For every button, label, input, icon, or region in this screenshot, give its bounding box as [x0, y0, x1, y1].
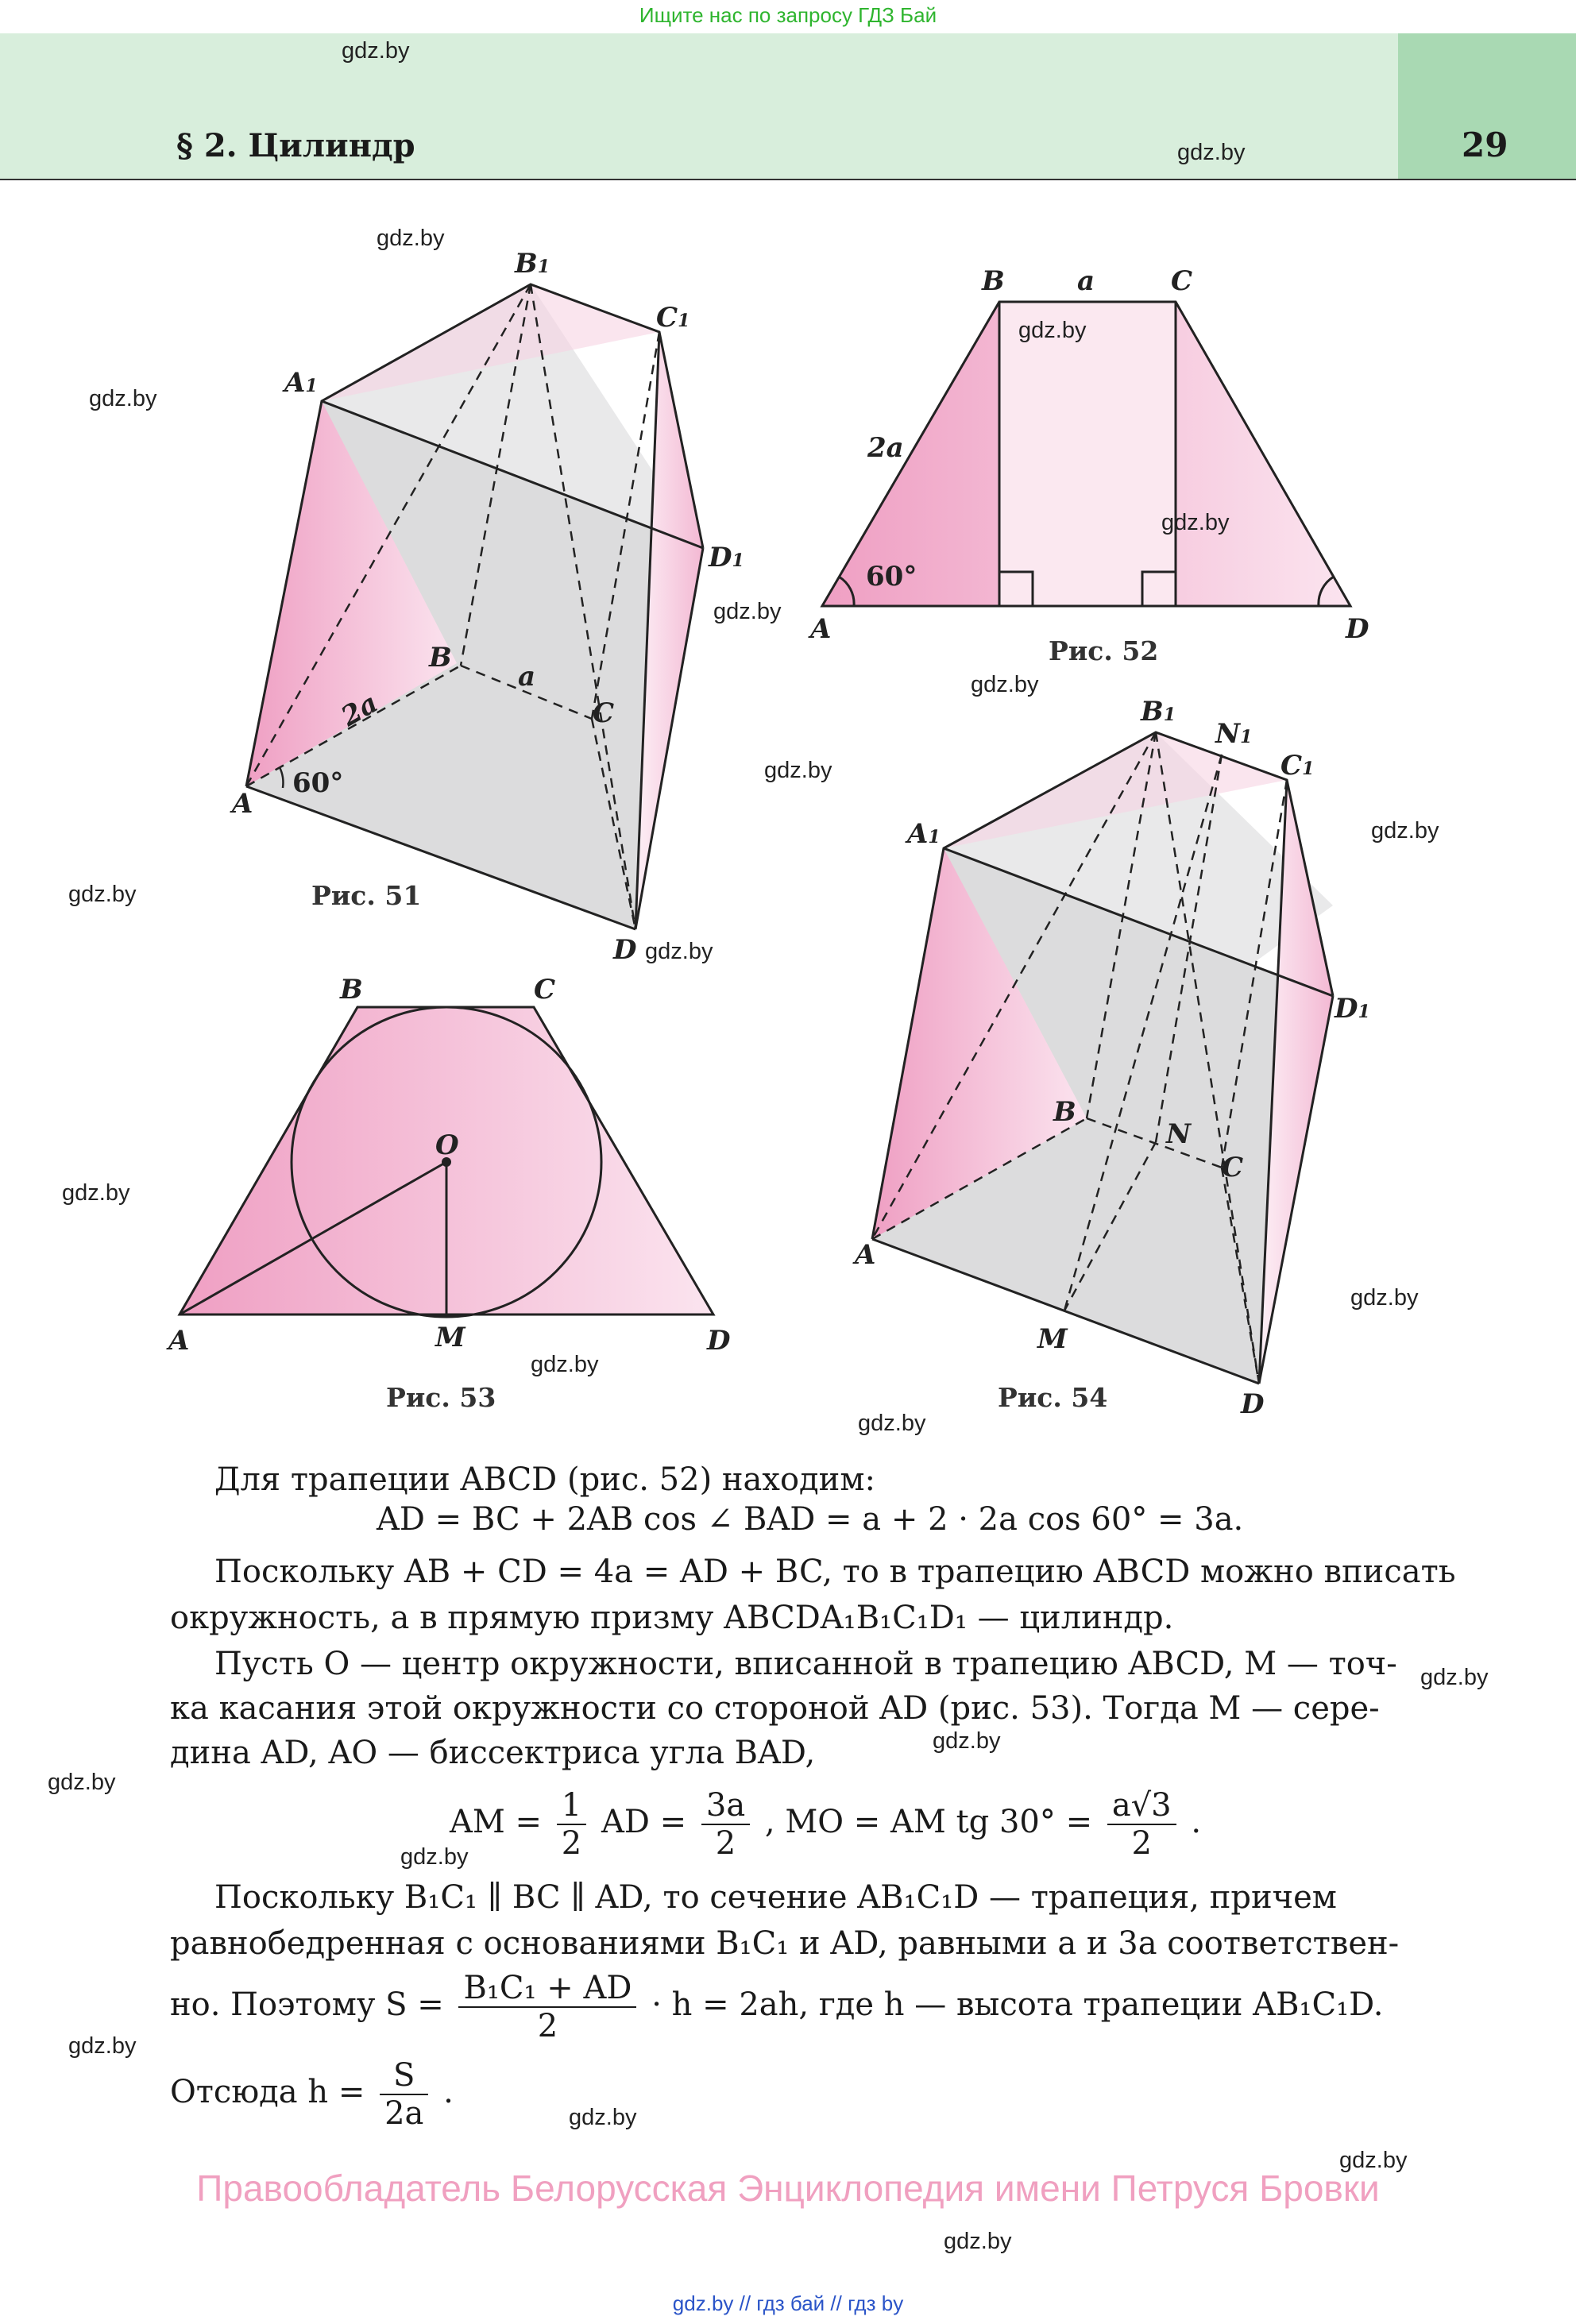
fig54-label-N1: N1: [1215, 718, 1253, 750]
watermark[interactable]: gdz.by: [1350, 1285, 1419, 1311]
figure-53-inscribed-circle: [180, 1007, 713, 1317]
paragraph-5: Отсюда h = $\frac{S}{2a}$ .: [170, 2057, 454, 2132]
watermark[interactable]: gdz.by: [342, 38, 410, 64]
fig51-label-angle: 60°: [292, 767, 344, 799]
fig53-label-A: A: [168, 1325, 190, 1357]
fig51-label-D: D: [613, 934, 637, 966]
fig53-caption: Рис. 53: [386, 1382, 496, 1413]
fig51-label-C1: C1: [656, 302, 690, 334]
fig51-label-a: a: [518, 661, 536, 693]
fig54-caption: Рис. 54: [998, 1382, 1108, 1413]
fig51-caption: Рис. 51: [311, 880, 422, 911]
top-notice[interactable]: Ищите нас по запросу ГДЗ Бай: [639, 3, 937, 27]
watermark[interactable]: gdz.by: [1339, 2148, 1408, 2173]
paragraph-3-line-1: Пусть O — центр окружности, вписанной в трапецию ABCD, M — точ-: [214, 1646, 1397, 1682]
fig53-label-M: M: [435, 1322, 465, 1353]
watermark[interactable]: gdz.by: [62, 1180, 130, 1206]
figure-54-prism-section: [872, 732, 1333, 1384]
copyright-notice: Правообладатель Белорусская Энциклопедия имени Петруся Бровки: [196, 2168, 1380, 2209]
watermark[interactable]: gdz.by: [944, 2229, 1012, 2254]
fig51-label-A: A: [232, 788, 253, 820]
fig54-label-B1: B1: [1141, 696, 1176, 728]
watermark[interactable]: gdz.by: [1371, 818, 1439, 844]
watermark[interactable]: gdz.by: [764, 758, 832, 783]
formula-2: AM = $\frac{1}{2}$ AD = $\frac{3a}{2}$ , MO = AM tg 30° = $\frac{a√3}{2}$ .: [450, 1787, 1202, 1862]
fig52-inner-rect: [999, 302, 1176, 606]
page-number: 29: [1462, 125, 1508, 164]
watermark[interactable]: gdz.by: [531, 1352, 599, 1377]
fig52-label-C: C: [1171, 265, 1193, 297]
fig53-label-D: D: [707, 1325, 731, 1357]
fig52-caption: Рис. 52: [1049, 635, 1159, 666]
fraction-3a-2: $\frac{3a}{2}$: [701, 1787, 750, 1862]
paragraph-4-line-2: равнобедренная с основаниями B₁C₁ и AD, равными a и 3a соответствен-: [170, 1925, 1400, 1962]
paragraph-3-line-2: ка касания этой окружности со стороной AD (рис. 53). Тогда M — сере-: [170, 1690, 1380, 1727]
fraction-height: $\frac{S}{2a}$: [380, 2057, 428, 2132]
paragraph-2-line-2: окружность, а в прямую призму ABCDA₁B₁C₁D₁ — цилиндр.: [170, 1600, 1174, 1636]
paragraph-1: Для трапеции ABCD (рис. 52) находим:: [214, 1461, 875, 1498]
fig53-label-O: O: [435, 1129, 459, 1161]
fig54-label-C1: C1: [1280, 750, 1315, 782]
fig54-label-A1: A1: [907, 818, 941, 850]
fig54-label-M: M: [1037, 1323, 1068, 1355]
formula-1: AD = BC + 2AB cos ∠ BAD = a + 2 · 2a cos 60° = 3a.: [377, 1501, 1244, 1538]
watermark[interactable]: gdz.by: [1161, 510, 1230, 535]
fig54-label-B: B: [1053, 1096, 1076, 1128]
fig51-label-2a: 2a: [336, 687, 384, 733]
fig52-label-2a: 2a: [867, 432, 904, 464]
fig51-label-D1: D1: [709, 542, 744, 573]
watermark[interactable]: gdz.by: [68, 2033, 137, 2059]
fraction-1-2: $\frac{1}{2}$: [557, 1787, 586, 1862]
fig53-label-C: C: [534, 974, 556, 1006]
fig54-label-N: N: [1166, 1118, 1192, 1150]
fig52-label-D: D: [1346, 613, 1369, 645]
watermark[interactable]: gdz.by: [68, 882, 137, 907]
fig52-label-B: B: [982, 265, 1005, 297]
fig54-label-D1: D1: [1335, 993, 1370, 1025]
watermark[interactable]: gdz.by: [1018, 318, 1087, 343]
watermark[interactable]: gdz.by: [569, 2105, 637, 2130]
fig51-label-B: B: [429, 642, 452, 674]
watermark[interactable]: gdz.by: [713, 599, 782, 624]
bottom-links[interactable]: gdz.by // гдз бай // гдз by: [672, 2291, 904, 2315]
watermark[interactable]: gdz.by: [933, 1728, 1001, 1754]
paragraph-4-line-3: но. Поэтому S = $\frac{\text{B₁C₁ + AD}}{2}$ · h = 2ah, где h — высота трапеции AB₁C₁D.: [170, 1970, 1384, 2044]
fig51-label-A1: A1: [284, 367, 318, 399]
watermark[interactable]: gdz.by: [48, 1770, 116, 1795]
fig54-label-D: D: [1241, 1388, 1265, 1420]
watermark[interactable]: gdz.by: [645, 939, 713, 964]
fig52-label-a: a: [1077, 265, 1095, 297]
fraction-area: $\frac{\text{B₁C₁ + AD}}{2}$: [458, 1970, 636, 2044]
paragraph-2-line-1: Поскольку AB + CD = 4a = AD + BC, то в трапецию ABCD можно вписать: [214, 1554, 1456, 1590]
fig52-label-A: A: [810, 613, 832, 645]
fig54-label-C: C: [1222, 1152, 1244, 1183]
fraction-a-sqrt3-2: $\frac{a√3}{2}$: [1107, 1787, 1176, 1862]
watermark[interactable]: gdz.by: [1177, 140, 1246, 165]
watermark[interactable]: gdz.by: [971, 672, 1039, 697]
fig53-label-B: B: [340, 974, 363, 1006]
paragraph-4-line-1: Поскольку B₁C₁ ∥ BC ∥ AD, то сечение AB₁C₁D — трапеция, причем: [214, 1879, 1337, 1916]
fig51-label-B1: B1: [515, 248, 550, 280]
watermark[interactable]: gdz.by: [858, 1411, 926, 1436]
watermark[interactable]: gdz.by: [400, 1844, 469, 1870]
watermark[interactable]: gdz.by: [1420, 1665, 1489, 1690]
watermark[interactable]: gdz.by: [377, 226, 445, 251]
fig51-label-C: C: [593, 697, 615, 729]
watermark[interactable]: gdz.by: [89, 386, 157, 411]
section-title: § 2. Цилиндр: [176, 127, 415, 164]
fig54-label-A: A: [855, 1239, 876, 1271]
paragraph-3-line-3: дина AD, AO — биссектриса угла BAD,: [170, 1735, 816, 1771]
fig52-label-angle: 60°: [866, 561, 917, 593]
